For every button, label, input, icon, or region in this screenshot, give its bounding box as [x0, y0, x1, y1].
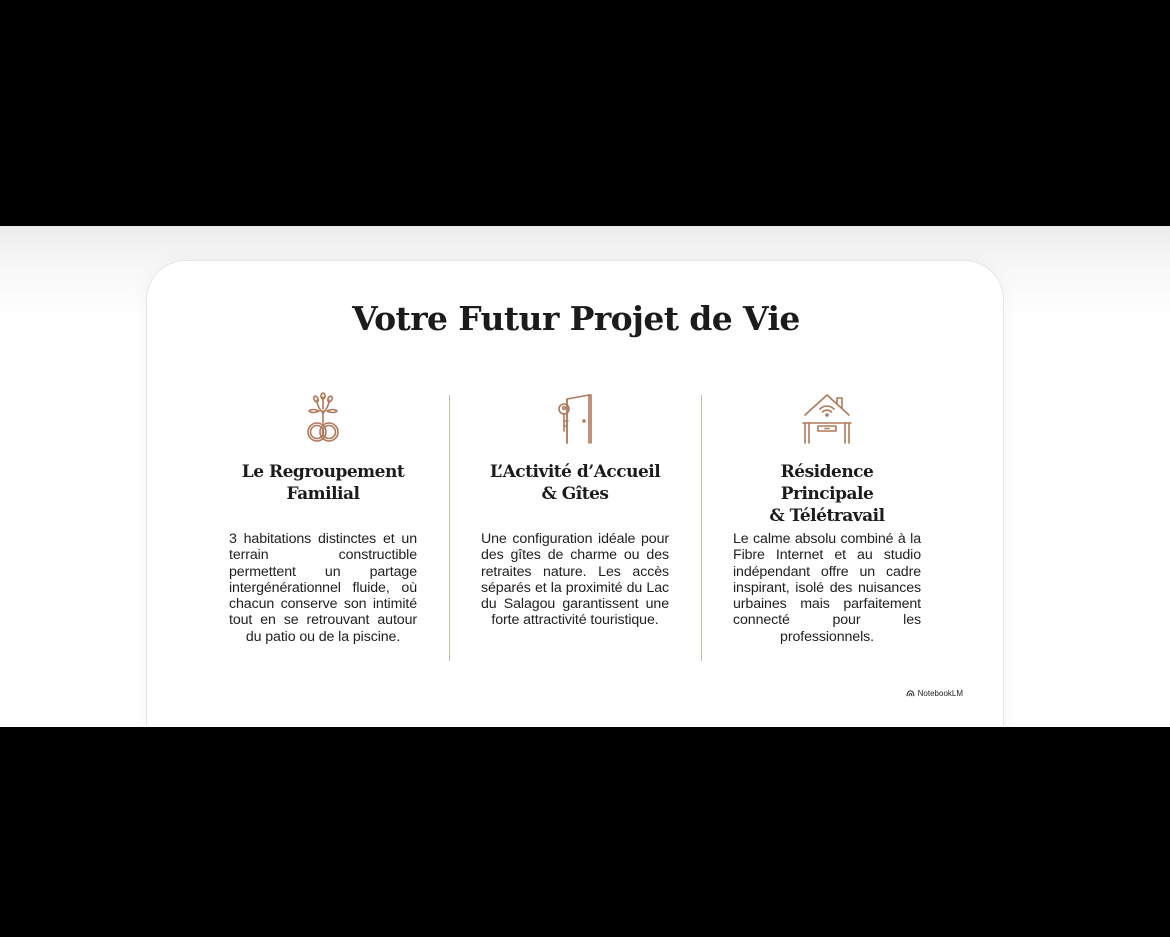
column-divider [449, 395, 450, 661]
feature-column-family [229, 391, 417, 645]
column-heading-line: & Télétravail [769, 506, 885, 526]
column-heading-line: Le Regroupement [241, 462, 405, 482]
column-heading-line: Résidence Principale [780, 462, 874, 504]
column-divider [701, 395, 702, 661]
feature-column-remote-work [733, 391, 921, 645]
column-heading-line: L’Activité d’Accueil [489, 462, 661, 482]
house-wifi-desk-icon [799, 391, 855, 447]
rings-tree-icon [295, 391, 351, 447]
brand-label: NotebookLM [917, 689, 963, 698]
notebooklm-logo-icon [906, 690, 915, 697]
slide-title: Votre Futur Projet de Vie [352, 299, 800, 338]
feature-column-hospitality [481, 391, 669, 629]
slide-card [146, 260, 1004, 727]
column-heading [481, 461, 669, 505]
door-key-icon [547, 391, 603, 447]
column-heading [229, 461, 417, 505]
notebooklm-watermark [906, 689, 963, 698]
column-body: 3 habitations distinctes et un terrain constructible permettent un partage intergénérationnel fluide, où chacun conserve son intimité tout en se retrouvant autour du patio ou de la piscine. [229, 531, 417, 645]
column-body: Une configuration idéale pour des gîtes de charme ou des retraites nature. Les accès séparés et la proximité du Lac du Salagou garantissent une forte attractivité touristique. [481, 531, 669, 629]
slide-band [0, 226, 1170, 727]
column-heading-line: & Gîtes [541, 484, 609, 504]
column-body: Le calme absolu combiné à la Fibre Internet et au studio indépendant offre un cadre inspirant, isolé des nuisances urbaines mais parfaitement connecté pour les professionnels. [733, 531, 921, 645]
column-heading [733, 461, 921, 526]
column-heading-line: Familial [286, 484, 360, 504]
